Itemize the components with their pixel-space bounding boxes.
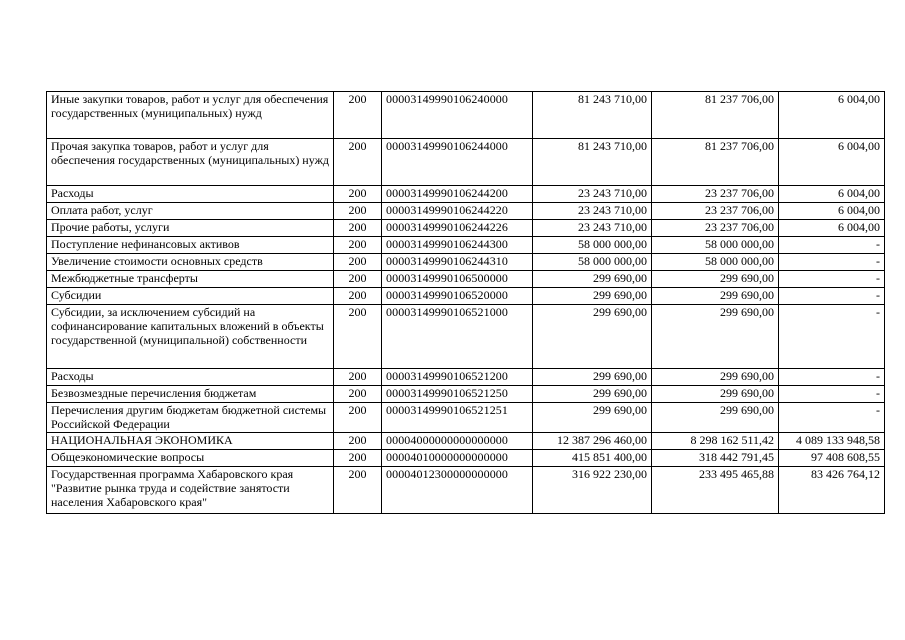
row-approved-cell: 23 243 710,00 [533,203,652,220]
row-line-code-cell: 200 [334,186,382,203]
row-approved-cell: 299 690,00 [533,369,652,386]
row-executed-cell: 299 690,00 [652,288,779,305]
row-approved-cell: 299 690,00 [533,271,652,288]
row-unexecuted-cell: 97 408 608,55 [779,450,885,467]
row-classification-cell: 00003149990106520000 [382,288,533,305]
row-approved-cell: 23 243 710,00 [533,186,652,203]
row-name-cell: Расходы [47,369,334,386]
row-approved-cell: 81 243 710,00 [533,92,652,139]
row-executed-cell: 299 690,00 [652,403,779,433]
row-unexecuted-cell: 6 004,00 [779,186,885,203]
row-name-cell: Прочая закупка товаров, работ и услуг для обеспечения государственных (муниципальных) нужд [47,139,334,186]
row-classification-cell: 00003149990106521000 [382,305,533,369]
row-executed-cell: 23 237 706,00 [652,186,779,203]
row-approved-cell: 299 690,00 [533,403,652,433]
row-approved-cell: 316 922 230,00 [533,467,652,514]
row-classification-cell: 00003149990106240000 [382,92,533,139]
row-line-code-cell: 200 [334,288,382,305]
row-approved-cell: 58 000 000,00 [533,237,652,254]
table-row [47,254,885,271]
row-unexecuted-cell: 83 426 764,12 [779,467,885,514]
row-unexecuted-cell: - [779,403,885,433]
row-classification-cell: 00003149990106244000 [382,139,533,186]
table-row [47,433,885,450]
table-row [47,305,885,369]
row-name-cell: Расходы [47,186,334,203]
row-unexecuted-cell: 6 004,00 [779,139,885,186]
row-name-cell: Субсидии [47,288,334,305]
row-line-code-cell: 200 [334,203,382,220]
row-executed-cell: 23 237 706,00 [652,220,779,237]
row-classification-cell: 00003149990106500000 [382,271,533,288]
row-unexecuted-cell: 6 004,00 [779,220,885,237]
row-line-code-cell: 200 [334,220,382,237]
row-approved-cell: 299 690,00 [533,305,652,369]
row-unexecuted-cell: - [779,271,885,288]
row-unexecuted-cell: - [779,369,885,386]
row-executed-cell: 233 495 465,88 [652,467,779,514]
row-unexecuted-cell: - [779,288,885,305]
row-classification-cell: 00003149990106244300 [382,237,533,254]
row-name-cell: Иные закупки товаров, работ и услуг для обеспечения государственных (муниципальных) нужд [47,92,334,139]
row-name-cell: НАЦИОНАЛЬНАЯ ЭКОНОМИКА [47,433,334,450]
row-approved-cell: 415 851 400,00 [533,450,652,467]
row-unexecuted-cell: 4 089 133 948,58 [779,433,885,450]
table-row [47,186,885,203]
row-classification-cell: 00003149990106244310 [382,254,533,271]
row-executed-cell: 81 237 706,00 [652,139,779,186]
row-unexecuted-cell: - [779,237,885,254]
row-line-code-cell: 200 [334,369,382,386]
row-approved-cell: 23 243 710,00 [533,220,652,237]
row-line-code-cell: 200 [334,386,382,403]
row-executed-cell: 299 690,00 [652,271,779,288]
row-name-cell: Межбюджетные трансферты [47,271,334,288]
row-classification-cell: 00003149990106521200 [382,369,533,386]
row-approved-cell: 299 690,00 [533,288,652,305]
row-line-code-cell: 200 [334,254,382,271]
row-unexecuted-cell: - [779,386,885,403]
row-line-code-cell: 200 [334,305,382,369]
row-executed-cell: 58 000 000,00 [652,254,779,271]
row-line-code-cell: 200 [334,271,382,288]
row-approved-cell: 12 387 296 460,00 [533,433,652,450]
row-unexecuted-cell: - [779,254,885,271]
row-executed-cell: 81 237 706,00 [652,92,779,139]
table-row [47,386,885,403]
row-executed-cell: 23 237 706,00 [652,203,779,220]
row-name-cell: Поступление нефинансовых активов [47,237,334,254]
row-classification-cell: 00004012300000000000 [382,467,533,514]
row-line-code-cell: 200 [334,433,382,450]
row-executed-cell: 8 298 162 511,42 [652,433,779,450]
row-classification-cell: 00004000000000000000 [382,433,533,450]
table-row [47,450,885,467]
table-row [47,203,885,220]
row-executed-cell: 299 690,00 [652,305,779,369]
row-line-code-cell: 200 [334,237,382,254]
row-classification-cell: 00003149990106521251 [382,403,533,433]
row-line-code-cell: 200 [334,403,382,433]
table-row [47,403,885,433]
row-name-cell: Прочие работы, услуги [47,220,334,237]
table-row [47,369,885,386]
row-name-cell: Государственная программа Хабаровского края "Развитие рынка труда и содействие занятости населения Хабаровского края" [47,467,334,514]
row-name-cell: Увеличение стоимости основных средств [47,254,334,271]
row-line-code-cell: 200 [334,450,382,467]
row-classification-cell: 00004010000000000000 [382,450,533,467]
table-body [47,92,885,514]
row-executed-cell: 299 690,00 [652,386,779,403]
row-classification-cell: 00003149990106244220 [382,203,533,220]
table-row [47,139,885,186]
table-row [47,288,885,305]
row-classification-cell: 00003149990106244200 [382,186,533,203]
table-row [47,237,885,254]
row-unexecuted-cell: 6 004,00 [779,203,885,220]
budget-execution-table [46,91,885,514]
row-name-cell: Перечисления другим бюджетам бюджетной системы Российской Федерации [47,403,334,433]
row-executed-cell: 299 690,00 [652,369,779,386]
row-unexecuted-cell: 6 004,00 [779,92,885,139]
table-row [47,92,885,139]
row-line-code-cell: 200 [334,92,382,139]
row-name-cell: Субсидии, за исключением субсидий на софинансирование капитальных вложений в объекты государственной (муниципальной) собственности [47,305,334,369]
row-executed-cell: 58 000 000,00 [652,237,779,254]
row-classification-cell: 00003149990106521250 [382,386,533,403]
row-line-code-cell: 200 [334,139,382,186]
row-name-cell: Безвозмездные перечисления бюджетам [47,386,334,403]
row-name-cell: Оплата работ, услуг [47,203,334,220]
row-approved-cell: 299 690,00 [533,386,652,403]
table-row [47,220,885,237]
row-name-cell: Общеэкономические вопросы [47,450,334,467]
row-unexecuted-cell: - [779,305,885,369]
row-approved-cell: 81 243 710,00 [533,139,652,186]
row-classification-cell: 00003149990106244226 [382,220,533,237]
row-executed-cell: 318 442 791,45 [652,450,779,467]
table-row [47,271,885,288]
row-approved-cell: 58 000 000,00 [533,254,652,271]
table-row [47,467,885,514]
row-line-code-cell: 200 [334,467,382,514]
